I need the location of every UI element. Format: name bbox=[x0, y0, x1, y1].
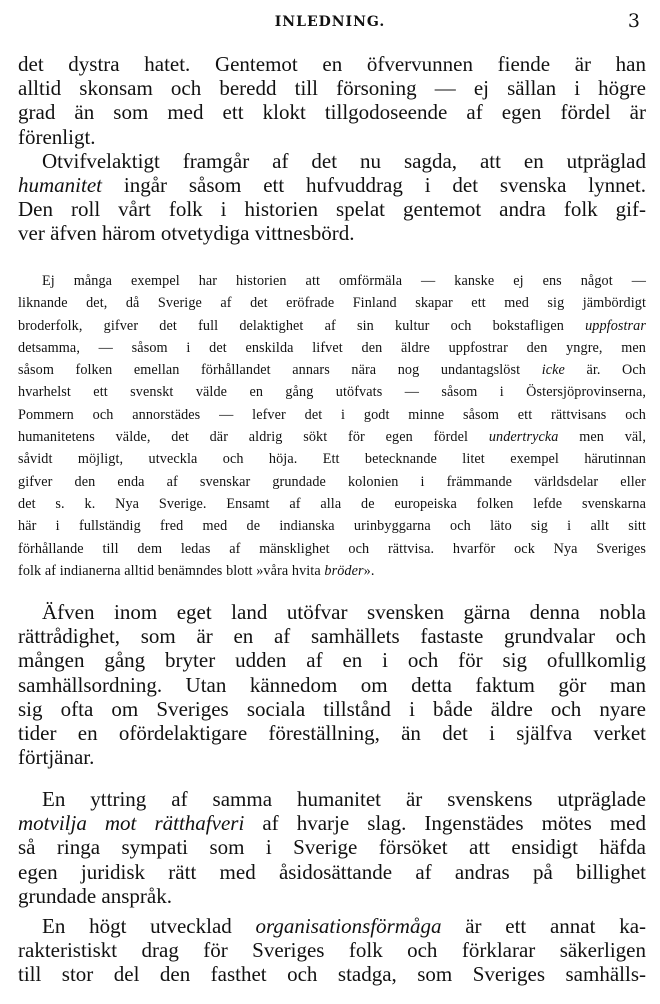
text-line bbox=[18, 811, 646, 835]
note-line: förhållande till dem ledas af mänsklighet och rättvisa. hvarför ock Nya Sveriges bbox=[18, 540, 646, 557]
text-line: Otvifvelaktigt framgår af det nu sagda, att en utpräglad bbox=[42, 148, 646, 173]
text-span: humanitetens välde, det där aldrig sökt för egen fördel bbox=[18, 429, 489, 446]
italic-term: undertrycka bbox=[488, 429, 559, 446]
note-line: Pommern och annorstädes — lefver det i godt minne såsom ett rättvisans och bbox=[18, 406, 646, 423]
page-number: 3 bbox=[627, 10, 640, 32]
page-header bbox=[0, 8, 660, 38]
note-line: Ej många exempel har historien att omförmäla — kanske ej ens något — bbox=[42, 273, 646, 289]
text-span: ». bbox=[363, 562, 375, 579]
text-span: folk af indianerna alltid benämndes blott »våra hvita bbox=[18, 562, 325, 579]
italic-term: uppfostrar bbox=[585, 317, 646, 334]
text-line: tider en ofördelaktigare föreställning, än det i själfva verket bbox=[18, 720, 646, 745]
text-line: det dystra hatet. Gentemot en öfvervunnen fiende är han bbox=[18, 52, 646, 76]
text-span: En högt utvecklad bbox=[42, 914, 256, 938]
text-line: sig ofta om Sveriges sociala tillstånd i både äldre och nyare bbox=[18, 696, 646, 721]
running-head: INLEDNING. bbox=[274, 14, 386, 30]
italic-term: motvilja mot rätthafveri bbox=[18, 811, 245, 836]
italic-term: humanitet bbox=[18, 172, 102, 197]
text-span: såsom folken emellan förhållandet annars nära nog undantagslöst bbox=[18, 362, 542, 379]
paragraph-4 bbox=[18, 787, 646, 908]
note-line bbox=[18, 315, 646, 337]
text-line: alltid skonsam och beredd till försoning — ej sällan i högre bbox=[18, 76, 646, 101]
italic-term: bröder bbox=[324, 562, 364, 579]
text-span: ingår såsom ett hufvuddrag i det svenska lynnet. bbox=[102, 172, 646, 197]
note-line: här i fullständig fred med de indianska urinbyggarna och läto sig i allt sitt bbox=[18, 518, 646, 535]
note-line: hvarhelst ett svenskt välde en gång utöfvats — såsom i Östersjöprovinserna, bbox=[18, 384, 646, 401]
text-span: är. Och bbox=[564, 362, 646, 379]
text-line: till stor del den fasthet och stadga, som Sveriges samhälls- bbox=[18, 962, 646, 987]
text-line: mången gång bryter udden af en i och för sig ofullkomlig bbox=[18, 648, 646, 673]
text-line: förenligt. bbox=[18, 124, 96, 149]
paragraph-3 bbox=[18, 600, 646, 769]
text-line: grad än som med ett klokt tillgodoseende af egen fördel är bbox=[18, 100, 646, 125]
text-span: broderfolk, gifver det full delaktighet af sin kultur och bokstafligen bbox=[18, 317, 586, 334]
text-line: rakteristiskt drag för Sveriges folk och förklarar säkerligen bbox=[18, 938, 646, 963]
text-line: ver äfven härom otvetydiga vittnesbörd. bbox=[18, 221, 355, 246]
text-line: grundade anspråk. bbox=[18, 883, 172, 908]
note-line: liknande det, då Sverige af det eröfrade Finland skapar ett med sig jämbördigt bbox=[18, 295, 646, 312]
italic-term: icke bbox=[541, 362, 565, 379]
text-span: af hvarje slag. Ingenstädes mötes med bbox=[244, 811, 646, 836]
paragraph-5 bbox=[18, 914, 646, 987]
text-line: rättrådighet, som är en af samhällets fastaste grundvalar och bbox=[18, 624, 646, 649]
note-line bbox=[18, 359, 646, 381]
footnote-block bbox=[18, 270, 646, 582]
text-line: egen juridisk rätt med åsidosättande af andras på billighet bbox=[18, 859, 646, 884]
text-line: Den roll vårt folk i historien spelat gentemot andra folk gif- bbox=[18, 197, 646, 222]
text-line: så ringa sympati som i Sverige försöket att ensidigt häfda bbox=[18, 835, 646, 860]
note-line bbox=[18, 560, 646, 582]
text-span: men väl, bbox=[558, 429, 646, 446]
text-line: förtjänar. bbox=[18, 745, 95, 770]
text-line bbox=[18, 914, 646, 938]
note-line: det s. k. Nya Sverige. Ensamt af alla de europeiska folken lefde svenskarna bbox=[18, 495, 646, 512]
note-line: detsamma, — såsom i det enskilda lifvet den äldre uppfostrar den yngre, men bbox=[18, 339, 646, 356]
note-line: såvidt möjligt, utveckla och höja. Ett betecknande litet exempel härutinnan bbox=[18, 451, 646, 468]
text-line bbox=[18, 173, 646, 197]
text-span: är ett annat ka- bbox=[441, 914, 647, 938]
text-line: samhällsordning. Utan kännedom om detta faktum gör man bbox=[18, 672, 646, 697]
paragraph-1 bbox=[18, 52, 646, 246]
text-line: En yttring af samma humanitet är svenskens utpräglade bbox=[42, 787, 646, 811]
text-line: Äfven inom eget land utöfvar svensken gärna denna nobla bbox=[42, 600, 646, 624]
italic-term: organisationsförmåga bbox=[255, 914, 442, 938]
note-line: gifver den enda af svenskar grundade kolonien i främmande världsdelar eller bbox=[18, 473, 646, 490]
note-line bbox=[18, 426, 646, 448]
